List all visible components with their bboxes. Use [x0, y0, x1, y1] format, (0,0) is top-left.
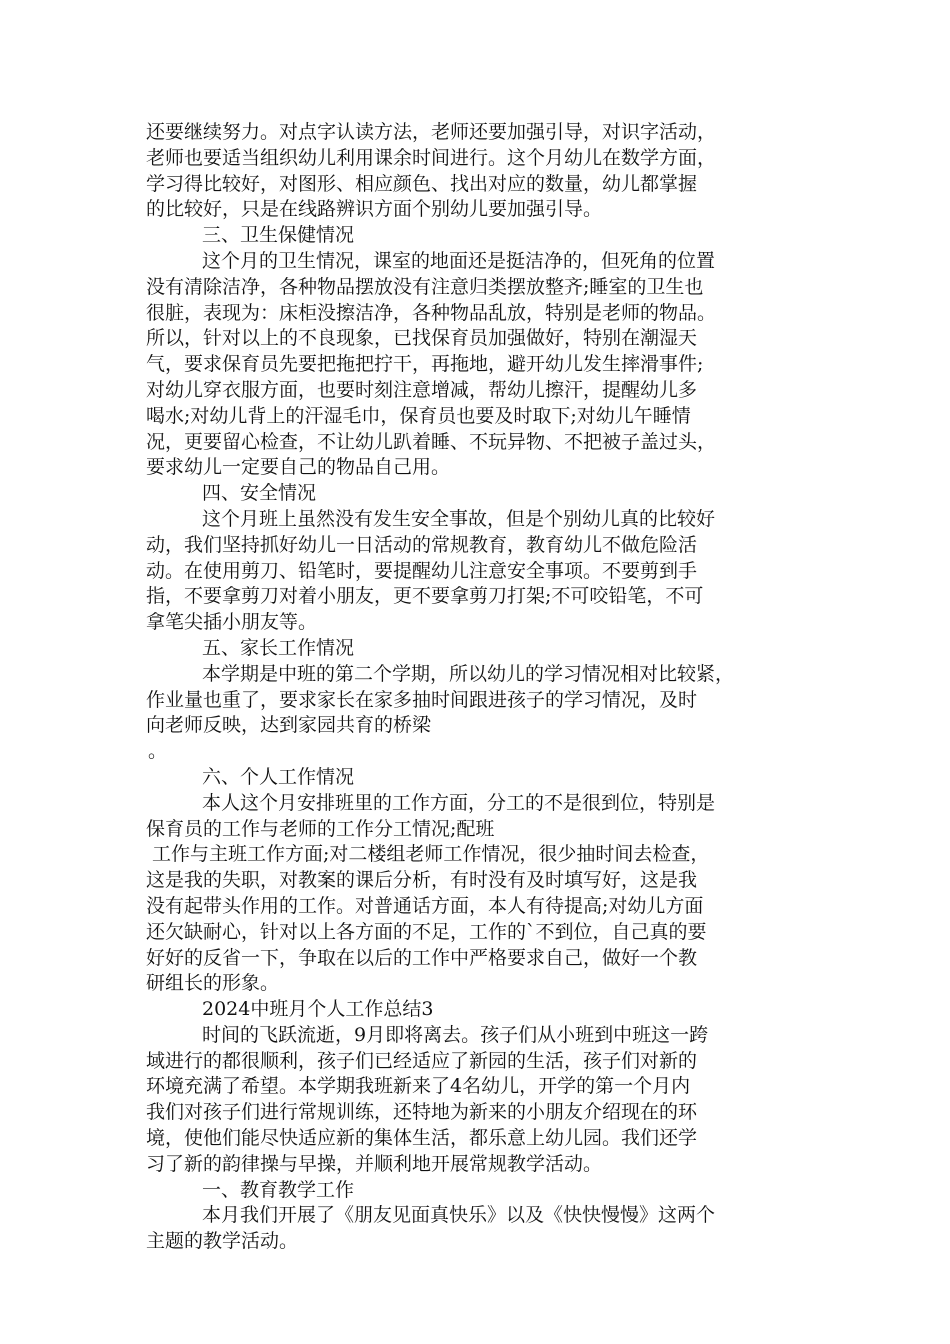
- paragraph-line: 气，要求保育员先要把拖把拧干，再拖地，避开幼儿发生摔滑事件;: [146, 353, 704, 376]
- paragraph-line: 所以，针对以上的不良现象，已找保育员加强做好，特别在潮湿天: [146, 327, 698, 350]
- paragraph-line: 本人这个月安排班里的工作方面，分工的不是很到位，特别是: [202, 791, 716, 814]
- paragraph-line: 拿笔尖插小朋友等。: [146, 611, 318, 634]
- paragraph-line: 老师也要适当组织幼儿利用课余时间进行。这个月幼儿在数学方面，: [146, 146, 717, 169]
- paragraph-line: 本月我们开展了《朋友见面真快乐》以及《快快慢慢》这两个: [202, 1204, 716, 1227]
- paragraph-line: 时间的飞跃流逝，9月即将离去。孩子们从小班到中班这一跨: [202, 1023, 709, 1046]
- paragraph-line: 境，使他们能尽快适应新的集体生活，都乐意上幼儿园。我们还学: [146, 1127, 698, 1150]
- section-heading-personal: 六、个人工作情况: [202, 765, 355, 788]
- paragraph-line: 动。在使用剪刀、铅笔时，要提醒幼儿注意安全事项。不要剪到手: [146, 559, 698, 582]
- paragraph-line: 作业量也重了，要求家长在家多抽时间跟进孩子的学习情况，及时: [146, 688, 698, 711]
- paragraph-line: 的比较好，只是在线路辨识方面个别幼儿要加强引导。: [146, 198, 603, 221]
- paragraph-line: 工作与主班工作方面;对二楼组老师工作情况，很少抽时间去检查，: [152, 843, 710, 866]
- paragraph-line: 没有清除洁净，各种物品摆放没有注意归类摆放整齐;睡室的卫生也: [146, 275, 704, 298]
- paragraph-line: 习了新的韵律操与早操，并顺利地开展常规教学活动。: [146, 1152, 603, 1175]
- paragraph-line: 况，更要留心检查，不让幼儿趴着睡、不玩异物、不把被子盖过头，: [146, 430, 717, 453]
- paragraph-line: 对幼儿穿衣服方面，也要时刻注意增减，帮幼儿擦汗，提醒幼儿多: [146, 378, 698, 401]
- paragraph-line: 这个月班上虽然没有发生安全事故，但是个别幼儿真的比较好: [202, 507, 716, 530]
- paragraph-line: 指，不要拿剪刀对着小朋友，更不要拿剪刀打架;不可咬铅笔，不可: [146, 585, 704, 608]
- paragraph-line: 这是我的失职，对教案的课后分析，有时没有及时填写好，这是我: [146, 869, 698, 892]
- paragraph-line: 研组长的形象。: [146, 972, 280, 995]
- paragraph-line: 动，我们坚持抓好幼儿一日活动的常规教育，教育幼儿不做危险活: [146, 533, 698, 556]
- paragraph-line: 主题的教学活动。: [146, 1230, 299, 1253]
- paragraph-line: 喝水;对幼儿背上的汗湿毛巾，保育员也要及时取下;对幼儿午睡情: [146, 404, 691, 427]
- paragraph-line: 环境充满了希望。本学期我班新来了4名幼儿，开学的第一个月内: [146, 1075, 691, 1098]
- paragraph-line: 很脏，表现为：床柜没擦洁净，各种物品乱放，特别是老师的物品。: [146, 301, 717, 324]
- section-heading-parents: 五、家长工作情况: [202, 636, 355, 659]
- paragraph-line: 保育员的工作与老师的工作分工情况;配班: [146, 817, 495, 840]
- paragraph-line: 没有起带头作用的工作。对普通话方面，本人有待提高;对幼儿方面: [146, 894, 704, 917]
- paragraph-line: 还要继续努力。对点字认读方法，老师还要加强引导，对识字活动，: [146, 121, 717, 143]
- section-heading-hygiene: 三、卫生保健情况: [202, 224, 355, 247]
- section-heading-teaching: 一、教育教学工作: [202, 1178, 355, 1201]
- paragraph-line: 好好的反省一下，争取在以后的工作中严格要求自己，做好一个教: [146, 946, 698, 969]
- document-body: [146, 120, 826, 1255]
- paragraph-line: 。: [148, 740, 168, 763]
- document-title-summary-3: 2024中班月个人工作总结3: [202, 998, 434, 1021]
- paragraph-line: 本学期是中班的第二个学期，所以幼儿的学习情况相对比较紧，: [202, 662, 735, 685]
- paragraph-line: 这个月的卫生情况，课室的地面还是挺洁净的，但死角的位置: [202, 249, 716, 272]
- paragraph-line: 还欠缺耐心，针对以上各方面的不足，工作的`不到位，自己真的要: [146, 920, 707, 943]
- paragraph-line: 域进行的都很顺利，孩子们已经适应了新园的生活，孩子们对新的: [146, 1049, 698, 1072]
- paragraph-line: 向老师反映，达到家园共育的桥梁: [146, 714, 432, 737]
- section-heading-safety: 四、安全情况: [202, 482, 317, 505]
- paragraph-line: 我们对孩子们进行常规训练，还特地为新来的小朋友介绍现在的环: [146, 1101, 698, 1124]
- paragraph-line: 要求幼儿一定要自己的物品自己用。: [146, 456, 451, 479]
- paragraph-line: 学习得比较好，对图形、相应颜色、找出对应的数量，幼儿都掌握: [146, 172, 698, 195]
